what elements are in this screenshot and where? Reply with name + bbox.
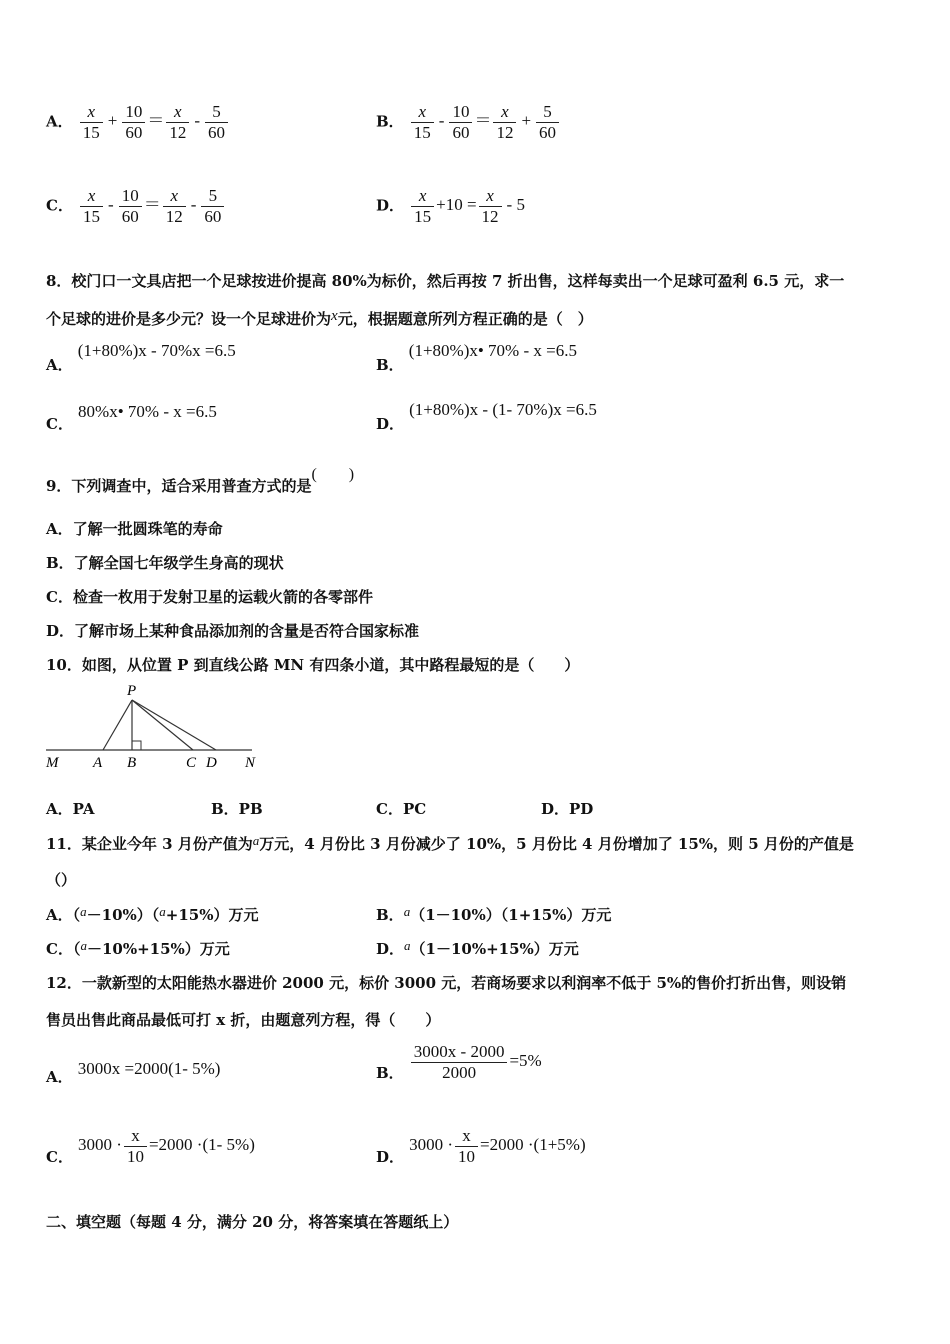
q8-option-d: D． (1+80%)x - (1- 70%)x =6.5 xyxy=(376,400,597,433)
option-label: B． xyxy=(376,112,404,131)
q12-option-c: C． 3000 · $\frac{x}{10}$ =2000 ·(1- 5%) xyxy=(46,1126,255,1167)
q9-option-a: A．了解一批圆珠笔的寿命 xyxy=(46,520,223,538)
q8-stem-line2: 个足球的进价是多少元？设一个足球进价为x元，根据题意所列方程正确的是（ ） xyxy=(46,308,593,328)
point-a-label: A xyxy=(93,755,103,771)
point-m-label: M xyxy=(46,755,59,771)
q11-option-c: C．（a－10%+15%）万元 xyxy=(46,938,230,958)
point-c-label: C xyxy=(186,755,197,771)
section-2-title: 二、填空题（每题 4 分，满分 20 分，将答案填在答题纸上） xyxy=(46,1213,459,1231)
q7-option-c: C． $\frac{x}{15}$ - $\frac{10}{60}$ ＝ $\frac{x}{12}$ - $\frac{5}{60}$ xyxy=(46,186,226,227)
q10-option-a: A．PA xyxy=(46,800,95,818)
q12-option-a: A． 3000x =2000(1- 5%) xyxy=(46,1059,221,1086)
point-b-label: B xyxy=(127,755,137,771)
q7-option-b: B． $\frac{x}{15}$ - $\frac{10}{60}$ ＝ $\frac{x}{12}$ + $\frac{5}{60}$ xyxy=(376,102,561,143)
q9-option-b: B．了解全国七年级学生身高的现状 xyxy=(46,554,284,572)
option-label: C． xyxy=(46,196,73,215)
q8-option-a: A． (1+80%)x - 70%x =6.5 xyxy=(46,341,236,374)
q11-option-b: B．a（1－10%）（1+15%）万元 xyxy=(376,904,612,924)
point-n-label: N xyxy=(245,755,256,771)
q10-option-d: D．PD xyxy=(541,800,594,818)
q8-stem-line1: 8．校门口一文具店把一个足球按进价提高 80%为标价，然后再按 7 折出售，这样每卖出一个足球可盈利 6.5 元，求一 xyxy=(46,272,845,290)
q11-stem-line1: 11．某企业今年 3 月份产值为a万元，4 月份比 3 月份减少了 10%，5 月份比 4 月份增加了 15%，则 5 月份的产值是 xyxy=(46,833,854,853)
q12-stem-line2: 售员出售此商品最低可打 x 折，由题意列方程，得（ ） xyxy=(46,1011,441,1029)
option-label: A． xyxy=(46,112,73,131)
q12-option-b: B． $\frac{3000x - 2000}{2000}$ =5% xyxy=(376,1042,542,1083)
q11-stem-line2: （） xyxy=(46,871,77,889)
point-p-label: P xyxy=(127,683,137,699)
q10-figure xyxy=(40,682,270,774)
q9-stem: 9．下列调查中，适合采用普查方式的是( ) xyxy=(46,466,355,495)
q10-option-b: B．PB xyxy=(211,800,263,818)
q10-option-c: C．PC xyxy=(376,800,427,818)
q9-option-d: D．了解市场上某种食品添加剂的含量是否符合国家标准 xyxy=(46,622,420,640)
q11-option-a: A．（a－10%）（a+15%）万元 xyxy=(46,904,259,924)
q11-option-d: D．a（1－10%+15%）万元 xyxy=(376,938,579,958)
q7-option-a: A． $\frac{x}{15}$ + $\frac{10}{60}$ ＝ $\frac{x}{12}$ - $\frac{5}{60}$ xyxy=(46,102,230,143)
q7-option-d: D． $\frac{x}{15}$ +10 = $\frac{x}{12}$ - 5 xyxy=(376,186,525,226)
q12-option-d: D． 3000 · $\frac{x}{10}$ =2000 ·(1+5%) xyxy=(376,1126,586,1167)
q8-option-b: B． (1+80%)x• 70% - x =6.5 xyxy=(376,341,577,374)
q9-option-c: C．检查一枚用于发射卫星的运载火箭的各零部件 xyxy=(46,588,373,606)
q8-option-c: C． 80%x• 70% - x =6.5 xyxy=(46,402,217,433)
option-label: D． xyxy=(376,196,405,215)
q10-stem: 10．如图，从位置 P 到直线公路 MN 有四条小道，其中路程最短的是（ ） xyxy=(46,656,580,674)
point-d-label: D xyxy=(206,755,217,771)
q12-stem-line1: 12．一款新型的太阳能热水器进价 2000 元，标价 3000 元，若商场要求以利润率不低于 5%的售价打折出售，则设销 xyxy=(46,974,847,992)
